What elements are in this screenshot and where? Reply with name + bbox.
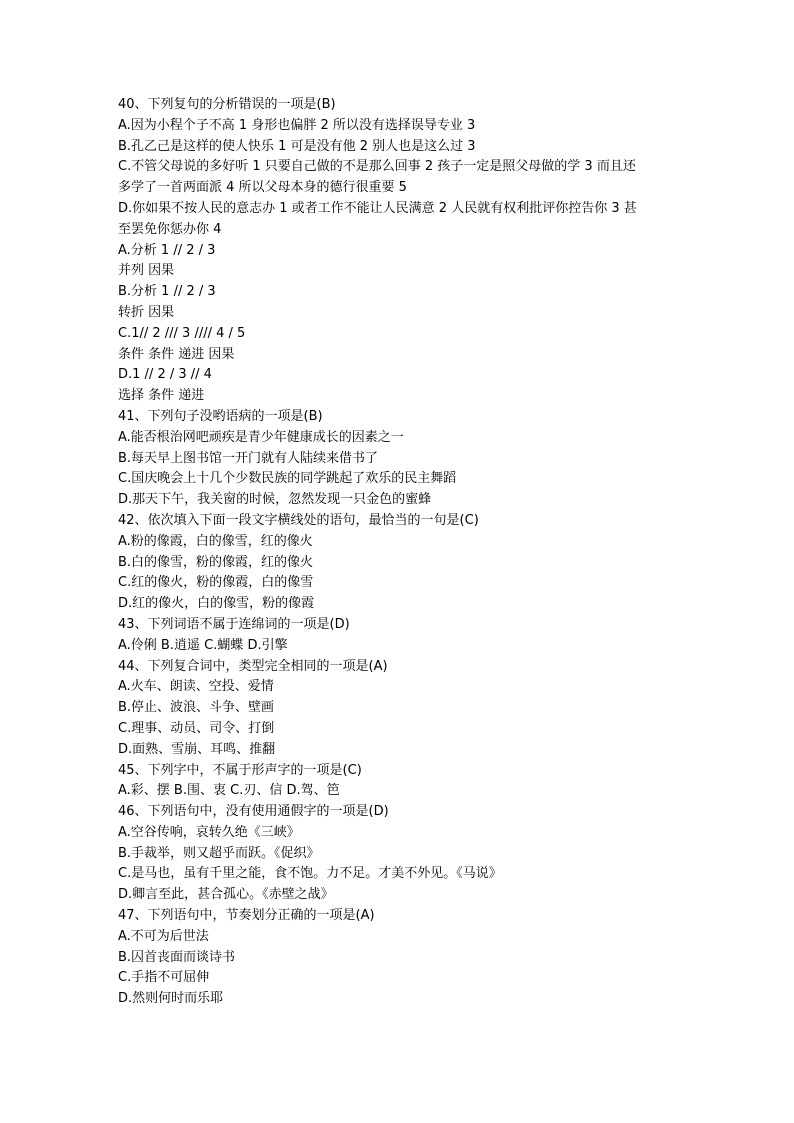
question-44-option-c: C.理事、动员、司令、打倒 (118, 720, 275, 736)
question-40-option-c: C.不管父母说的多好听 1 只要自己做的不是那么回事 2 孩子一定是照父母做的学 3 而且还 (118, 159, 636, 175)
analysis-c-relations: 条件 条件 递进 因果 (118, 346, 235, 362)
question-47-stem: 47、下列语句中，节奏划分正确的一项是(A) (118, 908, 375, 924)
question-40-stem: 40、下列复句的分析错误的一项是(B) (118, 97, 336, 112)
question-41-stem: 41、下列句子没哟语病的一项是(B) (118, 408, 323, 424)
question-44-option-d: D.面熟、雪崩、耳鸣、推翻 (118, 741, 276, 757)
question-43-options: A.伶俐 B.逍遥 C.蝴蝶 D.引擎 (118, 637, 288, 653)
question-40-option-c-continued: 多学了一首两面派 4 所以父母本身的德行很重要 5 (118, 180, 407, 196)
analysis-b: B.分析 1 // 2 / 3 (118, 284, 216, 300)
question-44-option-a: A.火车、朗读、空投、爱情 (118, 679, 274, 695)
question-47-option-c: C.手指不可屈伸 (118, 970, 210, 986)
document-body (118, 95, 678, 1010)
question-44-stem: 44、下列复合词中，类型完全相同的一项是(A) (118, 658, 388, 674)
question-46-stem: 46、下列语句中，没有使用通假字的一项是(D) (118, 804, 389, 820)
question-45-options: A.彩、摆 B.围、衷 C.刃、信 D.驾、笆 (118, 783, 340, 799)
question-40-option-d: D.你如果不按人民的意志办 1 或者工作不能让人民满意 2 人民就有权利批评你控告你 3 甚 (118, 200, 637, 216)
question-47-option-d: D.然则何时而乐耶 (118, 991, 224, 1007)
analysis-a: A.分析 1 // 2 / 3 (118, 242, 216, 258)
question-46-option-a: A.空谷传响，哀转久绝《三峡》 (118, 824, 300, 840)
analysis-b-relations: 转折 因果 (118, 304, 175, 320)
analysis-d-relations: 选择 条件 递进 (118, 388, 205, 404)
question-47-option-a: A.不可为后世法 (118, 928, 209, 944)
question-41-option-a: A.能否根治网吧顽疾是青少年健康成长的因素之一 (118, 429, 404, 445)
analysis-c: C.1// 2 /// 3 //// 4 / 5 (118, 325, 246, 341)
question-40-option-b: B.孔乙己是这样的使人快乐 1 可是没有他 2 别人也是这么过 3 (118, 138, 476, 154)
question-46-option-d: D.卿言至此，甚合孤心。《赤壁之战》 (118, 887, 334, 903)
question-42-stem: 42、依次填入下面一段文字横线处的语句，最恰当的一句是(C) (118, 512, 479, 528)
question-41-option-b: B.每天早上图书馆一开门就有人陆续来借书了 (118, 450, 379, 466)
question-40-option-d-continued: 至罢免你惩办你 4 (118, 221, 222, 237)
question-46-option-b: B.手裁举，则又超乎而跃。《促织》 (118, 845, 320, 861)
analysis-a-relations: 并列 因果 (118, 263, 175, 279)
question-40-option-a: A.因为小程个子不高 1 身形也偏胖 2 所以没有选择误导专业 3 (118, 117, 476, 133)
question-44-option-b: B.停止、波浪、斗争、壁画 (118, 700, 275, 716)
question-45-stem: 45、下列字中，不属于形声字的一项是(C) (118, 762, 362, 778)
question-42-option-c: C.红的像火，粉的像霞，白的像雪 (118, 575, 314, 591)
question-47-option-b: B.囚首丧面而谈诗书 (118, 949, 236, 965)
question-42-option-a: A.粉的像霞，白的像雪，红的像火 (118, 533, 313, 549)
question-43-stem: 43、下列词语不属于连绵词的一项是(D) (118, 616, 350, 632)
question-42-option-b: B.白的像雪，粉的像霞，红的像火 (118, 554, 314, 570)
question-41-option-c: C.国庆晚会上十几个少数民族的同学跳起了欢乐的民主舞蹈 (118, 471, 457, 487)
question-41-option-d: D.那天下午，我关窗的时候，忽然发现一只金色的蜜蜂 (118, 492, 432, 508)
question-42-option-d: D.红的像火，白的像雪，粉的像霞 (118, 596, 315, 612)
question-46-option-c: C.是马也，虽有千里之能，食不饱。力不足。才美不外见。《马说》 (118, 866, 502, 882)
analysis-d: D.1 // 2 / 3 // 4 (118, 367, 212, 383)
